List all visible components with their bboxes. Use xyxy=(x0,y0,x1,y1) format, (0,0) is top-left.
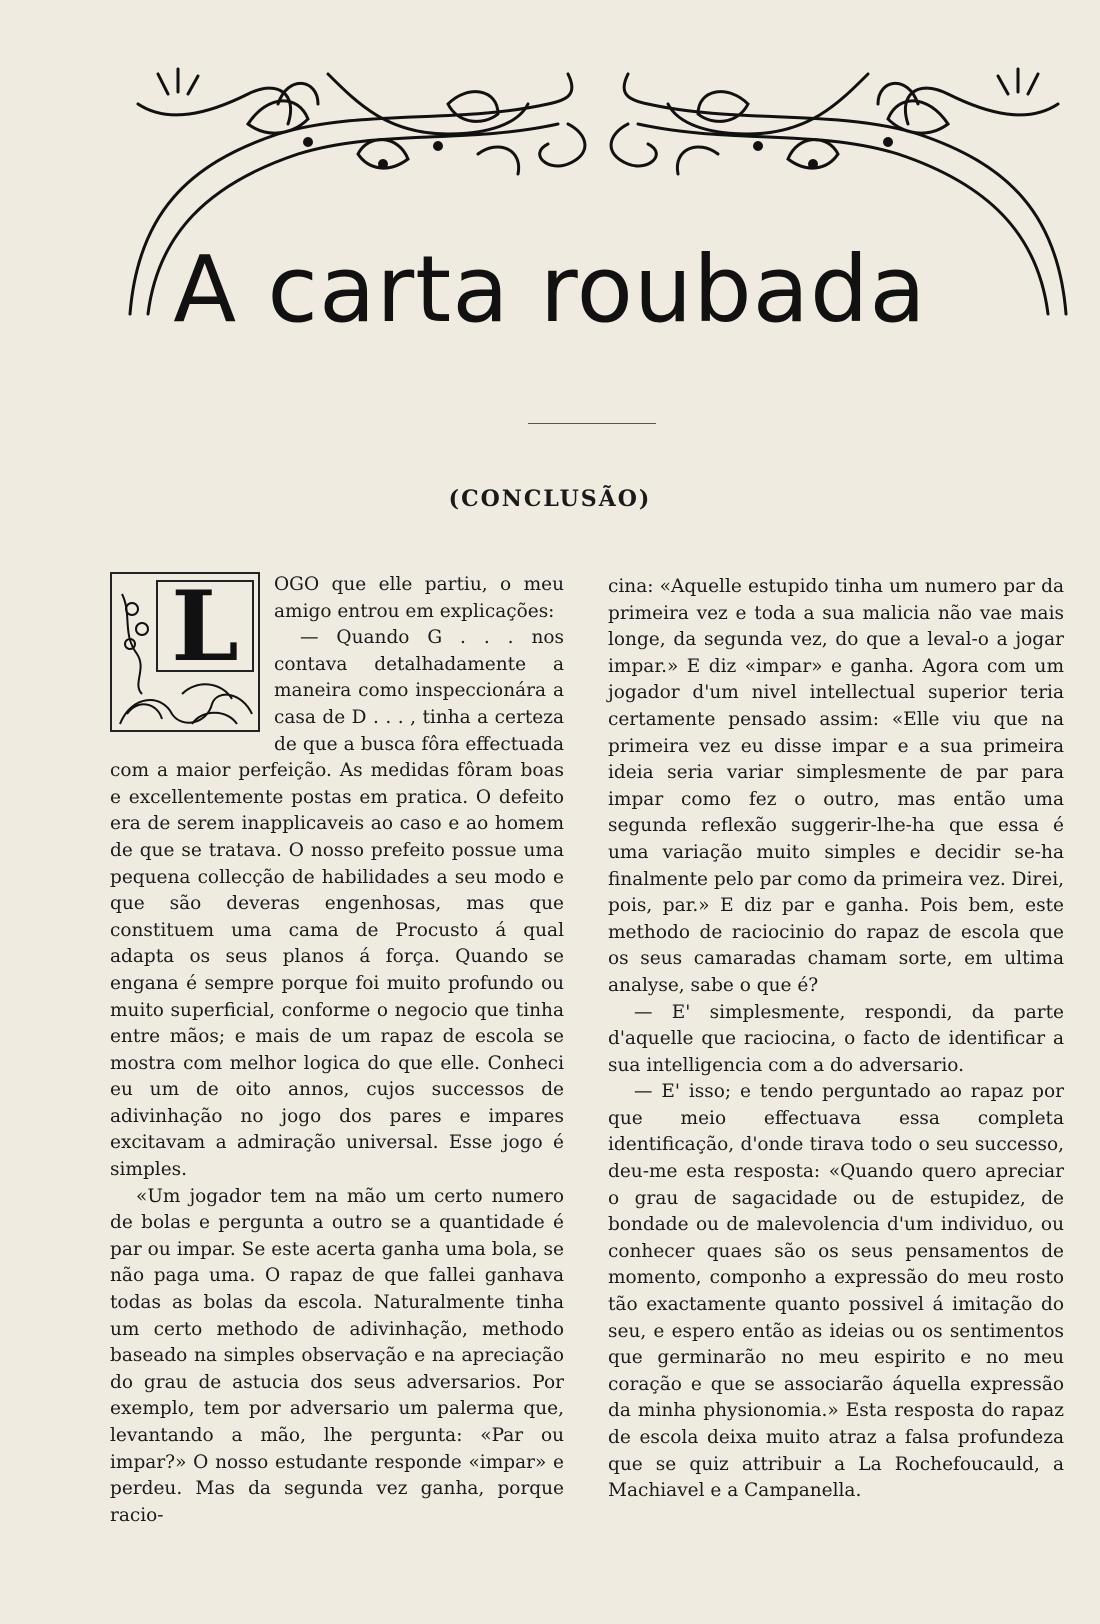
paragraph-text: — Quando G . . . nos contava detalhadamente a maneira como inspeccionára a casa de D . . . , tinha a certeza de que a busca fôra effectuada com a maior perfeição. As medidas fôram boas e excellentemente postas em pratica. O defeito era de serem inapplicaveis ao caso e ao homem de que se tratava. O nosso prefeito possue uma pequena collecção de habilidades a seu modo e que são deveras engenhosas, mas que constituem uma cama de Procusto á qual adapta os seus planos á força. Quando se engana é sempre porque foi muito profundo ou muito superficial, conforme o negocio que tinha entre mãos; e mais de um rapaz de escola se mostra com melhor logica do que elle. Conheci eu um de oito annos, cujos successos de adivinhação no jogo dos pares e impares excitavam a admiração universal. Esse jogo é simples. xyxy=(110,627,564,1181)
paragraph-text: cina: «Aquelle estupido tinha um numero par da primeira vez e toda a sua malicia não vae mais longe, da segunda vez, do que a leval-o a jogar impar.» E diz «impar» e ganha. Agora com um jogador d'um nivel intellectual superior teria certamente pensado assim: «Elle viu que na primeira vez eu disse impar e a sua primeira ideia seria variar simplesmente de par para impar como fez o outro, mas então uma segunda reflexão suggerir-lhe-ha que essa é uma variação muito simples e decidir se-ha finalmente pelo par como da primeira vez. Direi, pois, par.» E diz par e ganha. Pois bem, este methodo de raciocinio do rapaz de escola que os seus camaradas chamam sorte, em ultima analyse, sabe o que é? xyxy=(608,576,1065,996)
left-column xyxy=(110,572,564,1529)
right-column xyxy=(608,574,1064,1505)
dropcap-letter: L xyxy=(156,580,254,672)
paragraph-text: — E' simplesmente, respondi, da parte d'aquelle que raciocina, o facto de identificar a sua intelligencia com a do adversario. xyxy=(608,1001,1064,1076)
decorative-initial xyxy=(110,572,260,732)
lead-small-caps: OGO xyxy=(274,574,320,595)
paragraph-text: — E' isso; e tendo perguntado ao rapaz por que meio effectuava essa completa identificação, d'onde tirava todo o seu successo, deu-me esta resposta: «Quando quero apreciar o grau de sagacidade ou de estupidez, de bondade ou de malevolencia d'um individuo, ou conhecer quaes são os seus pensamentos de momento, componho a expressão do meu rosto tão exactamente quanto possivel á imitação do seu, e espero então as ideias ou os sentimentos que germinarão no meu espirito e no meu coração e que se associarão áquella expressão da minha physionomia.» Esta resposta do rapaz de escola deixa muito atraz a falsa profundeza que se quiz attribuir a La Rochefoucauld, a Machiavel e a Campanella. xyxy=(608,1081,1064,1502)
paragraph-text: que elle partiu, o meu amigo entrou em explicações: xyxy=(274,574,564,622)
article-title: A carta roubada xyxy=(173,236,927,343)
article-subtitle: (CONCLUSÃO) xyxy=(448,486,652,512)
title-divider xyxy=(528,423,656,424)
paragraph-text: «Um jogador tem na mão um certo numero de bolas e pergunta a outro se a quantidade é par ou impar. Se este acerta ganha uma bola, se não paga uma. O rapaz de que fallei ganhava todas as bolas da escola. Naturalmente tinha um certo methodo de adivinhação, methodo baseado na simples observação e na apreciação do grau de astucia dos seus adversarios. Por exemplo, tem por adversario um palerma que, levantando a mão, lhe pergunta: «Par ou impar?» O nosso estudante responde «impar» e perdeu. Mas da segunda vez ganha, porque racio- xyxy=(110,1185,564,1526)
